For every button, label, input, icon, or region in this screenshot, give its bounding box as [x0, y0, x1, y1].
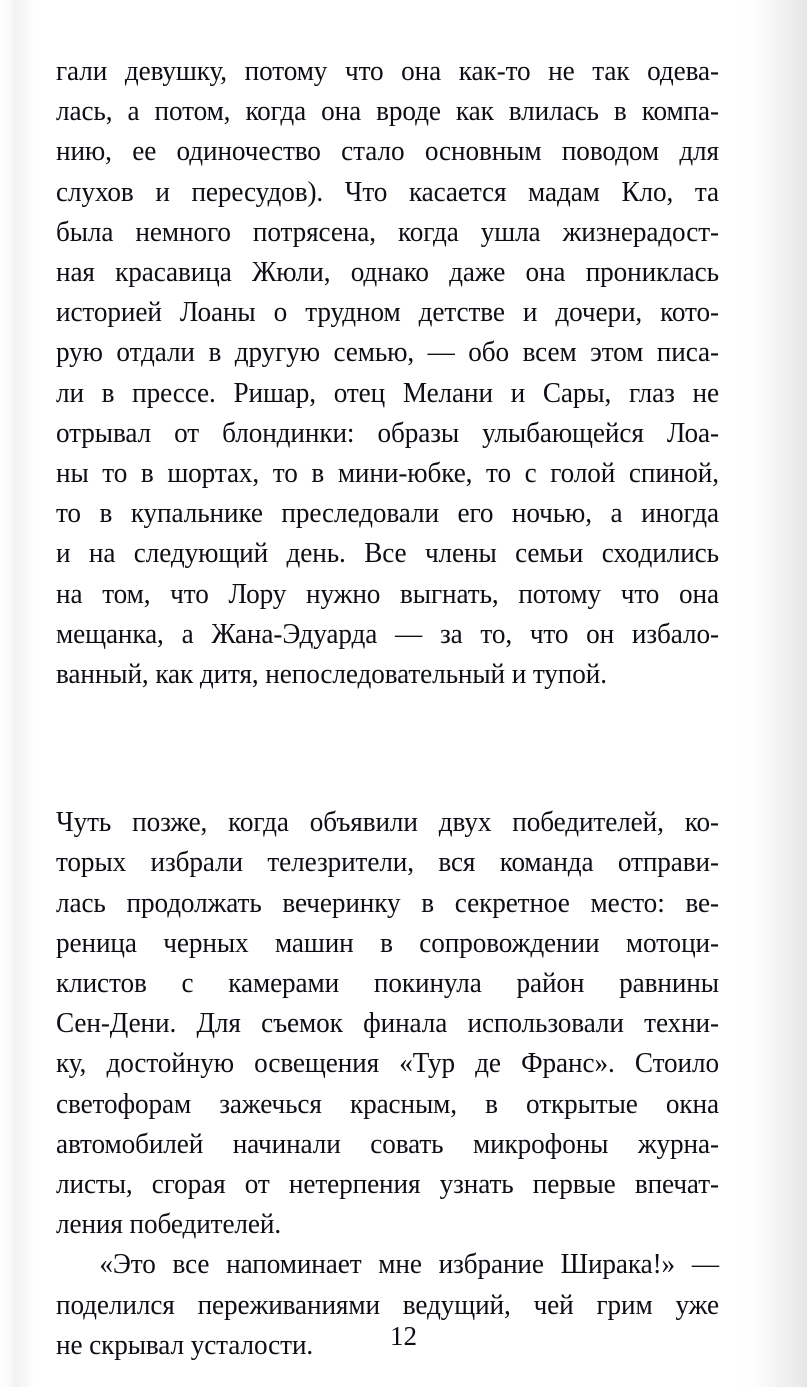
text-line: «Это все напоминает мне избрание Ширака!» —	[99, 1249, 719, 1281]
text-line: ная красавица Жюли, однако даже она прониклась	[56, 257, 719, 289]
text-line: ления победителей.	[56, 1209, 282, 1241]
text-line: ли в прессе. Ришар, отец Мелани и Сары, глаз не	[56, 377, 719, 409]
text-line: историей Лоаны о трудном детстве и дочери, кото-	[56, 297, 719, 329]
text-line: то в купальнике преследовали его ночью, а иногда	[56, 498, 719, 530]
text-line: ку, достойную освещения «Тур де Франс». Стоило	[56, 1048, 719, 1080]
text-line: поделился переживаниями ведущий, чей грим уже	[56, 1289, 719, 1321]
text-line: нию, ее одиночество стало основным поводом для	[56, 136, 719, 168]
text-line: автомобилей начинали совать микрофоны журна-	[56, 1128, 719, 1160]
text-line: клистов с камерами покинула район равнины	[56, 968, 719, 1000]
page-binding-shadow	[0, 0, 34, 1387]
paragraph-2	[56, 803, 743, 1245]
paragraph-separator-gap	[56, 695, 743, 803]
text-line: слухов и пересудов). Что касается мадам Кло, та	[56, 176, 719, 208]
page-text-column	[56, 52, 743, 1366]
text-line: реница черных машин в сопровождении мотоци-	[56, 927, 719, 959]
paragraph-1	[56, 52, 743, 695]
text-line: гали девушку, потому что она как-то не так одева-	[56, 56, 719, 87]
page-number: 12	[390, 1321, 417, 1351]
text-line: отрывал от блондинки: образы улыбающейся Лоа-	[56, 417, 719, 449]
text-line: ны то в шортах, то в мини-юбке, то с голой спиной,	[56, 458, 719, 490]
text-line: рую отдали в другую семью, — обо всем этом писа-	[56, 337, 719, 369]
text-line: светофорам зажечься красным, в открытые окна	[56, 1088, 719, 1120]
text-line: лась продолжать вечеринку в секретное место: ве-	[56, 887, 719, 919]
text-line: была немного потрясена, когда ушла жизнерадост-	[56, 216, 719, 248]
text-line: лась, а потом, когда она вроде как влилась в компа-	[56, 96, 719, 128]
text-line: торых избрали телезрители, вся команда отправи-	[56, 847, 719, 879]
page-curl-shadow	[735, 0, 807, 1387]
text-line: и на следующий день. Все члены семьи сходились	[56, 538, 719, 570]
text-line: не скрывал усталости.	[56, 1329, 314, 1361]
text-line: Чуть позже, когда объявили двух победителей, ко-	[56, 807, 719, 839]
text-line: мещанка, а Жана-Эдуарда — за то, что он избало-	[56, 618, 719, 650]
text-line: ванный, как дитя, непоследовательный и тупой.	[56, 659, 607, 691]
text-line: листы, сгорая от нетерпения узнать первые впечат-	[56, 1169, 719, 1201]
text-line: на том, что Лору нужно выгнать, потому что она	[56, 578, 719, 610]
text-line: Сен-Дени. Для съемок финала использовали техни-	[56, 1008, 719, 1040]
